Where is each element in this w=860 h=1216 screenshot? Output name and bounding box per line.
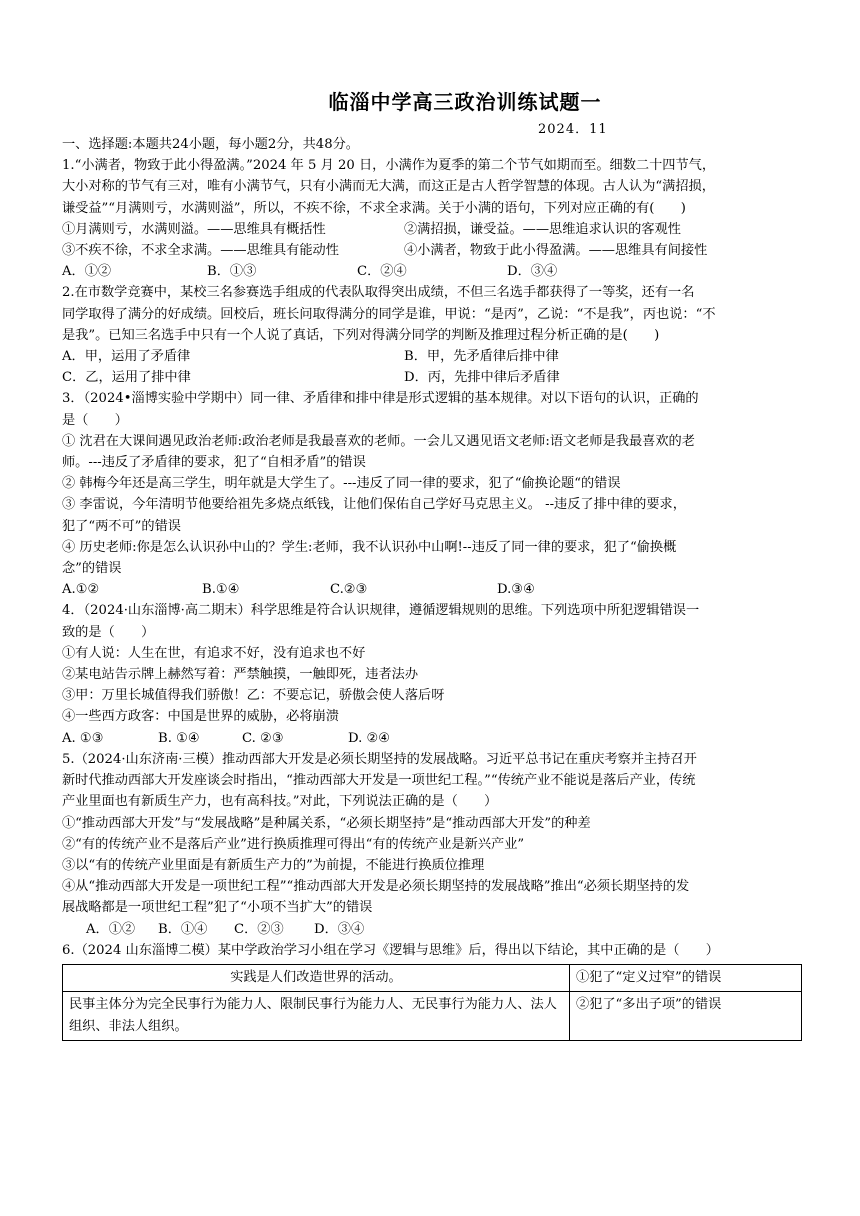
- statement: ④一些西方政客：中国是世界的威胁，必将崩溃: [62, 709, 339, 725]
- question-stem-line: 产业里面也有新质生产力，也有高科技。”对此，下列说法正确的是（ ）: [62, 794, 498, 810]
- statement: 念”的错误: [62, 561, 122, 577]
- option-d: D. ②④: [348, 730, 391, 746]
- statement: ①“推动西部大开发”与“发展战略”是种属关系，“必须长期坚持”是“推动西部大开发”的种差: [62, 815, 591, 831]
- statement: ③ 李雷说，今年清明节他要给祖先多烧点纸钱，让他们保佑自己学好马克思主义。 --违反了排中律的要求，: [62, 497, 686, 513]
- question-6: [62, 940, 802, 1041]
- answer-options: [62, 367, 802, 388]
- question-stem-line: 同学取得了满分的好成绩。回校后，班长问取得满分的同学是谁，甲说：“是丙”，乙说：“不是我”，丙也说：“不: [62, 306, 716, 322]
- question-stem-line: 大小对称的节气有三对，唯有小满节气，只有小满而无大满，而这正是古人哲学智慧的体现。古人认为“满招损，: [62, 179, 715, 195]
- statement: ③甲：万里长城值得我们骄傲！乙：不要忘记，骄傲会使人落后呀: [62, 688, 445, 704]
- statement: ②“有的传统产业不是落后产业”进行换质推理可得出“有的传统产业是新兴产业”: [62, 836, 525, 852]
- option-a: A.①②: [62, 582, 100, 598]
- question-3: [62, 388, 802, 600]
- table-cell: 民事主体分为完全民事行为能力人、限制民事行为能力人、无民事行为能力人、法人组织、非法人组织。: [63, 991, 570, 1040]
- option-b: B．①③: [207, 264, 257, 280]
- option-d: D．丙，先排中律后矛盾律: [404, 370, 560, 386]
- option-b: B．①④: [158, 921, 208, 937]
- answer-options: [62, 346, 802, 367]
- option-a: A. ①③: [62, 730, 104, 746]
- statement: ④从“推动西部大开发是一项世纪工程”“推动西部大开发是必须长期坚持的发展战略”推出“必须长期坚持的发: [62, 879, 690, 895]
- statement: 犯了“两不可”的错误: [62, 518, 181, 534]
- statement-row: [62, 219, 802, 240]
- statement: ①月满则亏，水满则溢。——思维具有概括性: [62, 221, 326, 237]
- exam-date: 2024．11: [538, 122, 608, 137]
- option-b: B.①④: [202, 582, 240, 598]
- answer-options: [62, 919, 802, 940]
- question-stem-line: 是（ ）: [62, 412, 128, 428]
- option-a: A．①②: [62, 264, 112, 280]
- question-stem-line: 新时代推动西部大开发座谈会时指出，“推动西部大开发是一项世纪工程。”“传统产业不能说是落后产业，传统: [62, 773, 696, 789]
- question-5: [62, 749, 802, 940]
- option-b: B. ①④: [158, 730, 200, 746]
- question-stem-line: 3．（2024•淄博实验中学期中）同一律、矛盾律和排中律是形式逻辑的基本规律。对以下语句的认识，正确的: [62, 391, 699, 407]
- question-4: [62, 600, 802, 748]
- statement: ③以“有的传统产业里面是有新质生产力的”为前提，不能进行换质位推理: [62, 857, 485, 873]
- exam-content: [62, 134, 802, 1041]
- answer-options: [62, 728, 802, 749]
- statement: ② 韩梅今年还是高三学生，明年就是大学生了。---违反了同一律的要求，犯了“偷换论题“的错误: [62, 476, 621, 492]
- statement: ④小满者，物致于此小得盈满。——思维具有间接性: [404, 243, 708, 259]
- statement: ②满招损，谦受益。——思维追求认识的客观性: [404, 221, 681, 237]
- question-2: [62, 282, 802, 388]
- page-title: 临淄中学高三政治训练试题一: [328, 90, 602, 114]
- option-c: C．②④: [357, 264, 407, 280]
- conclusion-table: [62, 964, 802, 1041]
- option-c: C．②③: [234, 921, 284, 937]
- statement: ②某电站告示牌上赫然写着：严禁触摸，一触即死，违者法办: [62, 667, 419, 683]
- option-c: C. ②③: [242, 730, 284, 746]
- option-d: D．③④: [314, 921, 365, 937]
- table-row: [63, 964, 802, 991]
- question-stem-line: 是我”。已知三名选手中只有一个人说了真话，下列对得满分同学的判断及推理过程分析正确的是( ): [62, 327, 660, 343]
- option-d: D．③④: [507, 264, 558, 280]
- statement: 展战略都是一项世纪工程”犯了“小项不当扩大”的错误: [62, 900, 373, 916]
- section-header: 一、选择题:本题共24小题，每小题2分，共48分。: [62, 137, 359, 152]
- option-c: C.②③: [330, 582, 368, 598]
- option-a: A．甲，运用了矛盾律: [62, 349, 191, 365]
- table-cell: 实践是人们改造世界的活动。: [63, 964, 570, 991]
- statement: ① 沈君在大课间遇见政治老师:政治老师是我最喜欢的老师。一会儿又遇见语文老师:语文老师是我最喜欢的老: [62, 433, 695, 449]
- statement: ④ 历史老师:你是怎么认识孙中山的？学生:老师，我不认识孙中山啊!--违反了同一律的要求，犯了“偷换概: [62, 539, 677, 555]
- statement-row: [62, 240, 802, 261]
- option-b: B．甲，先矛盾律后排中律: [404, 349, 559, 365]
- table-row: [63, 991, 802, 1040]
- option-c: C．乙，运用了排中律: [62, 370, 191, 386]
- option-a: A．①②: [86, 921, 136, 937]
- question-stem-line: 2.在市数学竞赛中，某校三名参赛选手组成的代表队取得突出成绩，不但三名选手都获得了一等奖，还有一名: [62, 285, 695, 301]
- question-stem-line: 5.（2024·山东济南·三模）推动西部大开发是必须长期坚持的发展战略。习近平总书记在重庆考察并主持召开: [62, 751, 697, 767]
- question-stem-line: 致的是（ ）: [62, 624, 155, 640]
- statement: 师。---违反了矛盾律的要求，犯了“自相矛盾”的错误: [62, 455, 366, 471]
- question-stem-line: 谦受益”“月满则亏，水满则溢”，所以，不疾不徐，不求全求满。关于小满的语句，下列对应正确的有( ): [62, 200, 686, 216]
- question-stem-line: 1.“小满者，物致于此小得盈满。”2024 年 5 月 20 日，小满作为夏季的第二个节气如期而至。细数二十四节气，: [62, 158, 716, 174]
- answer-options: [62, 261, 802, 282]
- answer-options: [62, 579, 802, 600]
- question-stem-line: 6.（2024 山东淄博二模）某中学政治学习小组在学习《逻辑与思维》后，得出以下结论，其中正确的是（ ）: [62, 942, 719, 958]
- statement: ③不疾不徐，不求全求满。——思维具有能动性: [62, 243, 339, 259]
- question-1: [62, 155, 802, 282]
- table-cell: ①犯了“定义过窄”的错误: [570, 964, 802, 991]
- statement: ①有人说：人生在世，有追求不好，没有追求也不好: [62, 645, 366, 661]
- option-d: D.③④: [497, 582, 535, 598]
- table-cell: ②犯了“多出子项”的错误: [570, 991, 802, 1040]
- question-stem-line: 4．（2024·山东淄博·高二期末）科学思维是符合认识规律，遵循逻辑规则的思维。下列选项中所犯逻辑错误一: [62, 603, 700, 619]
